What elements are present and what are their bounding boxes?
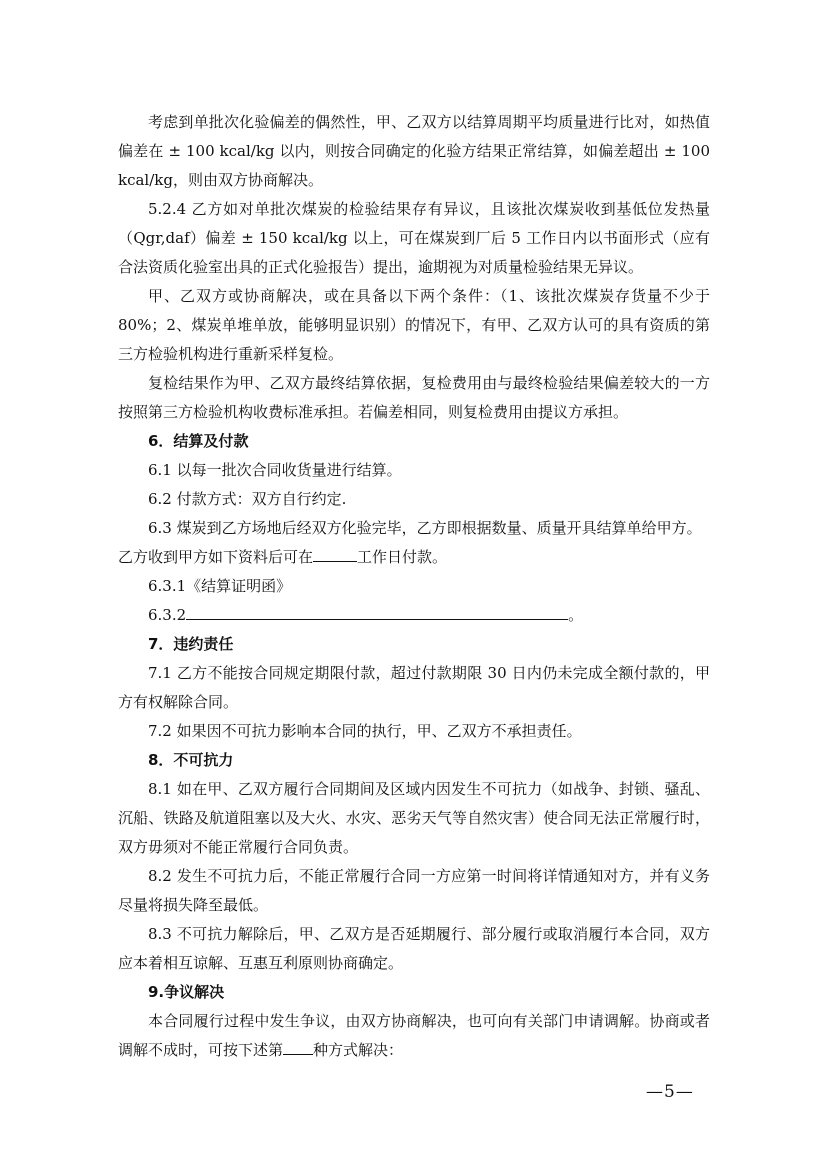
paragraph-text-after: 种方式解决： [313,1041,404,1059]
paragraph: 5.2.4 乙方如对单批次煤炭的检验结果存有异议，且该批次煤炭收到基低位发热量（Qgr,daf）偏差 ± 150 kcal/kg 以上，可在煤炭到厂后 5 工作日内以书面形式（应有合法资质化验室出具的正式化验报告）提出，逾期视为对质量检验结果无异议。 [118,200,710,276]
paragraph: 7.1 乙方不能按合同规定期限付款，超过付款期限 30 日内仍未完成全额付款的，甲方有权解除合同。 [118,664,710,711]
section-heading: 9.争议解决 [148,983,225,1001]
page-number: —5— [646,1082,694,1102]
paragraph: 8.3 不可抗力解除后，甲、乙双方是否延期履行、部分履行或取消履行本合同，双方应本着相互谅解、互惠互利原则协商确定。 [118,925,710,972]
fill-in-blank[interactable] [313,544,357,562]
paragraph-text-after: 。 [568,606,584,624]
paragraph [118,543,710,572]
paragraph: 7.2 如果因不可抗力影响本合同的执行，甲、乙双方不承担责任。 [148,722,582,740]
section-heading: 8．不可抗力 [148,751,234,769]
paragraph: 6.3.1《结算证明函》 [148,577,292,595]
paragraph: 6.3 煤炭到乙方场地后经双方化验完毕，乙方即根据数量、质量开具结算单给甲方。 [148,519,702,537]
section-heading: 7．违约责任 [148,635,234,653]
paragraph: 6.1 以每一批次合同收货量进行结算。 [148,461,402,479]
paragraph-text: 6.3.2 [148,606,187,624]
paragraph: 考虑到单批次化验偏差的偶然性，甲、乙双方以结算周期平均质量进行比对，如热值偏差在 ± 100 kcal/kg 以内，则按合同确定的化验方结果正常结算，如偏差超出 ± 100 kcal/kg，则由双方协商解决。 [118,113,710,189]
fill-in-blank[interactable] [186,602,568,620]
document-body [118,108,710,1065]
paragraph-text-after: 工作日付款。 [357,548,448,566]
paragraph [118,1007,710,1065]
paragraph: 复检结果作为甲、乙双方最终结算依据，复检费用由与最终检验结果偏差较大的一方按照第三方检验机构收费标准承担。若偏差相同，则复检费用由提议方承担。 [118,374,710,421]
paragraph: 8.2 发生不可抗力后，不能正常履行合同一方应第一时间将详情通知对方，并有义务尽量将损失降至最低。 [118,867,710,914]
paragraph: 8.1 如在甲、乙双方履行合同期间及区域内因发生不可抗力（如战争、封锁、骚乱、沉船、铁路及航道阻塞以及大火、水灾、恶劣天气等自然灾害）使合同无法正常履行时，双方毋须对不能正常履行合同负责。 [118,780,710,856]
fill-in-blank[interactable] [283,1037,313,1055]
paragraph [118,601,710,630]
paragraph: 6.2 付款方式：双方自行约定. [148,490,347,508]
paragraph-text: 本合同履行过程中发生争议，由双方协商解决，也可向有关部门申请调解。协商或者调解不成时，可按下述第 [118,1012,710,1059]
paragraph: 甲、乙双方或协商解决，或在具备以下两个条件：（1、该批次煤炭存货量不少于 80%；2、煤炭单堆单放，能够明显识别）的情况下，有甲、乙双方认可的具有资质的第三方检验机构进行重新采样复检。 [118,287,710,363]
section-heading: 6．结算及付款 [148,432,249,450]
paragraph-text: 乙方收到甲方如下资料后可在 [118,548,314,566]
